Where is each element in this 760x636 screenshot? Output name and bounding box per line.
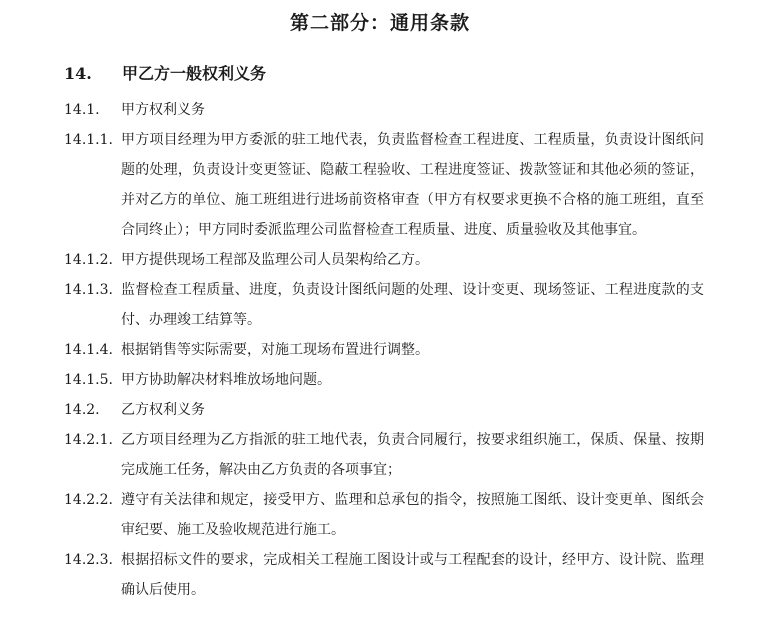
clause-text: 甲方项目经理为甲方委派的驻工地代表，负责监督检查工程进度、工程质量，负责设计图纸问题的处理，负责设计变更签证、隐蔽工程验收、工程进度签证、拨款签证和其他必须的签证，并对乙方的单位、施工班组进行进场前资格审查（甲方有权要求更换不合格的施工班组，直至合同终止）；甲方同时委派监理公司监督检查工程质量、进度、质量验收及其他事宜。 — [121, 132, 704, 238]
clause-number: 14.2.2. — [64, 492, 113, 508]
section-heading — [64, 62, 266, 86]
clause-14-1-3 — [64, 275, 704, 335]
clause-14-1-5 — [64, 365, 704, 395]
clause-text: 甲方权利义务 — [121, 102, 205, 118]
clause-text: 甲方提供现场工程部及监理公司人员架构给乙方。 — [121, 252, 429, 268]
section-number: 14. — [64, 64, 92, 83]
clause-text: 乙方项目经理为乙方指派的驻工地代表，负责合同履行，按要求组织施工，保质、保量、按期完成施工任务，解决由乙方负责的各项事宜； — [121, 432, 704, 478]
clause-text: 乙方权利义务 — [121, 402, 205, 418]
clause-14-1-2 — [64, 245, 704, 275]
clause-14-1-4 — [64, 335, 704, 365]
document-title: 第二部分：通用条款 — [289, 12, 470, 34]
clause-text: 根据销售等实际需要，对施工现场布置进行调整。 — [121, 342, 429, 358]
clause-text: 甲方协助解决材料堆放场地问题。 — [121, 372, 331, 388]
clause-number: 14.1. — [64, 102, 100, 118]
clause-number: 14.1.5. — [64, 372, 113, 388]
clause-number: 14.2.3. — [64, 552, 113, 568]
clause-text: 遵守有关法律和规定，接受甲方、监理和总承包的指令，按照施工图纸、设计变更单、图纸会审纪要、施工及验收规范进行施工。 — [121, 492, 704, 538]
clause-number: 14.1.2. — [64, 252, 113, 268]
clause-14-1-1 — [64, 125, 704, 245]
clause-number: 14.1.3. — [64, 282, 113, 298]
section-title: 甲乙方一般权利义务 — [122, 64, 267, 83]
clause-14-2 — [64, 395, 704, 425]
clause-number: 14.1.1. — [64, 132, 113, 148]
clause-14-2-3 — [64, 545, 704, 605]
clause-14-1 — [64, 95, 704, 125]
clause-14-2-1 — [64, 425, 704, 485]
clause-number: 14.2.1. — [64, 432, 113, 448]
clause-text: 监督检查工程质量、进度，负责设计图纸问题的处理、设计变更、现场签证、工程进度款的支付、办理竣工结算等。 — [121, 282, 704, 328]
clause-number: 14.1.4. — [64, 342, 113, 358]
clause-text: 根据招标文件的要求，完成相关工程施工图设计或与工程配套的设计，经甲方、设计院、监理确认后使用。 — [121, 552, 704, 598]
clause-number: 14.2. — [64, 402, 100, 418]
clause-list — [64, 95, 704, 605]
clause-14-2-2 — [64, 485, 704, 545]
